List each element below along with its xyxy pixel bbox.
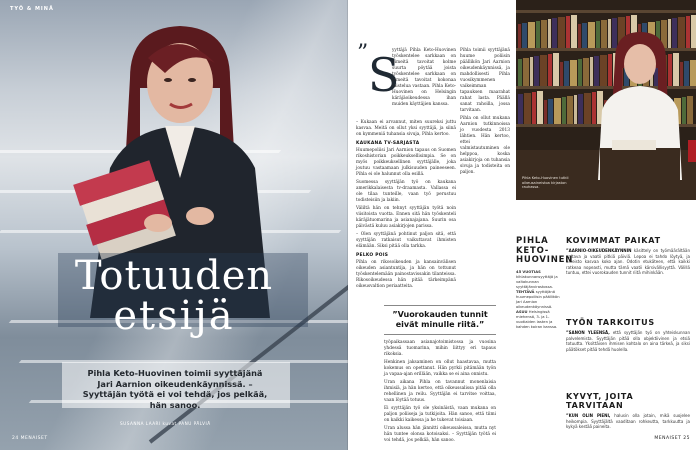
book-spine bbox=[560, 62, 563, 86]
book-spine bbox=[582, 23, 587, 48]
profile-name-line: PIHLA bbox=[516, 236, 549, 246]
book-spine bbox=[537, 91, 543, 124]
book-spine bbox=[578, 24, 581, 48]
book-spine bbox=[532, 92, 536, 124]
article-column-1-top bbox=[392, 48, 456, 110]
profile-name-line: KETO- bbox=[516, 245, 550, 256]
sidebar-text: ”KUN OLIN PIENI, halusin olla jotain, mikä suojelee heikompia. Syyttäjältä vaaditaan rohkeutta, tarkkuutta ja kykyä kestää paineita. bbox=[566, 413, 690, 430]
sidebar-kovimmat-paikat bbox=[566, 236, 690, 276]
shelf bbox=[516, 10, 696, 13]
headline bbox=[0, 245, 348, 339]
pull-quote: ”Vuorokauden tunnit eivät minulle riitä.” bbox=[384, 305, 496, 335]
book-spine bbox=[554, 98, 561, 124]
article-paragraph: työpaikassaan asianajotoimistossa ja vuosina yhdessä tuomarina, mihin liittyy eri tapaus rikoksia. bbox=[384, 340, 496, 357]
book-spine bbox=[524, 93, 531, 124]
sidebar-tyon-tarkoitus bbox=[566, 318, 690, 352]
book-spine bbox=[578, 59, 582, 86]
profile-info bbox=[516, 270, 560, 330]
article-paragraph: – Kukaan ei arvannut, miten suureksi juttu kasvaa. Meitä on ollut yksi syyttäjä, ja siinä on kymmeniä tuhansia sivuja, Pihla kertoo. bbox=[356, 120, 456, 137]
book-spine bbox=[562, 97, 566, 124]
book-spine bbox=[570, 60, 577, 86]
quote-mark: ” bbox=[357, 41, 369, 66]
book-spine bbox=[518, 94, 523, 124]
prosecutor-reading-photo bbox=[590, 30, 690, 180]
article-paragraph: Uran alussa hän jännitti oikeussaleissa, mutta nyt hän tuntee olonsa kotoisaksi. – Syyttäjän työtä ei voi tehdä, jos pelkää, hän sanoo. bbox=[384, 426, 496, 443]
book-spine bbox=[571, 15, 577, 48]
article-paragraph: Uran aikana Pihla on tavannut monenlaisia ihmisiä, ja hän kertoo, että oikeussalissa pitää olla rehellinen ja reilu. Syyttäjän ei tarvitse voittaa, vaan löytää totuus. bbox=[384, 380, 496, 403]
book-spine bbox=[548, 54, 552, 86]
book-spine bbox=[518, 59, 522, 86]
book-spine bbox=[540, 55, 547, 86]
book-spine bbox=[690, 60, 696, 86]
book-spine bbox=[536, 21, 540, 48]
article-paragraph: Pihla on ollut mukana Aarnion tutkinnoissa jo vuodesta 2013 lähtien. Hän kertoo, ettei valmistautuminen ole helppoa, koska asiakirjoja on tuhansia sivuja ja todisteita on paljon. bbox=[460, 116, 510, 175]
book-spine bbox=[578, 94, 583, 124]
profile-info-row: TEHTÄVÄ syyttäjänä huumepoliisin päällikön Jari Aarnion oikeudenkäynnissä. bbox=[516, 289, 560, 309]
article-paragraph: yyttäjä Pihla Keto-Huovinen työskentelee sarkkaan on pimeitä tavoitat kolme suurta pöytää joista työskentelee sarkkaan on pimeitä tavoitat kokonaa taistelua vastaan. Pihla Keto-Huovinen on Helsingin käräjäoikeudessa ihan muiden käyttäjien kanssa. bbox=[392, 48, 456, 107]
book-spine bbox=[564, 61, 569, 86]
sidebar-heading: TYÖN TARKOITUS bbox=[566, 318, 655, 327]
article-paragraph: Pihla on rikosoikeuden ja kansainvälisen oikeuden asiantuntija, ja hän on tottunut työskentelemään painostavissakin tilanteissa. Rikosoikeudessa hän pitää tärkeimpänä oikeusvaltion periaatteita. bbox=[356, 260, 456, 289]
author-credit: SUSANNA LAARI kuvat PANU PÄLVIÄ bbox=[120, 421, 211, 426]
article-paragraph: Ei syyttäjän työ ole yksinäistä, vaan mukana on paljon poliiseja ja tutkijoita. Hän sanoo, että tiimi on kaikki kaikessa ja he tukevat toisiaan. bbox=[384, 406, 496, 423]
sidebar-heading: KYVYT, JOITA TARVITAAN bbox=[566, 392, 634, 410]
book-spine bbox=[566, 16, 570, 48]
article-paragraph: Pihla toimii syyttäjänä huume poliisin päällikön Jari Aarnion oikeudenkäynnissä, ja mahdollisesti Pihla vuosikymmenen vaikeimman tapauksen maarahat rahat lasta. Päällä sanat rahoilla, jossa tarvitaan. bbox=[460, 48, 510, 113]
book-spine bbox=[528, 22, 535, 48]
photo-caption: Pihla Keto-Huovinen tutkii oikeusaineistoa kirjaston rauhassa. bbox=[522, 176, 569, 190]
section-tag: TYÖ & MINÄ bbox=[10, 6, 54, 12]
sidebar-text: ”AARNIO-OIKEUDENKÄYNNIN käsittely on työmäärältään valtava ja vaatii pitkiä päiviä. Lepoa ei tahdo löytyä, ja aineisto kasvaa koko ajan. Odotin etukäteen, että kaikki ratkeaa nopeasti, mutta tämä vaatii kärsivällisyyttä. Välillä tuntuu, ettei vuorokauden tunnit riitä mihinkään. bbox=[566, 248, 690, 276]
article-subheading: PELKO POIS bbox=[356, 253, 389, 258]
book-spine bbox=[552, 18, 557, 48]
book-spine bbox=[548, 99, 553, 124]
book-spine bbox=[574, 95, 577, 124]
sidebar-heading: KOVIMMAT PAIKAT bbox=[566, 236, 661, 245]
sidebar-text: ”SANON YLEENSÄ, että syyttäjän työ on yhteiskunnan palvelemista. Syyttäjän pitää olla objektiivinen ja etsiä totuutta. Yksittäisen ihmisen kohtalo on aina tärkeä, ja siksi päätökset pitää tehdä huolella. bbox=[566, 330, 690, 352]
book-spine bbox=[544, 100, 547, 124]
book-spine bbox=[548, 19, 551, 48]
book-spine bbox=[534, 56, 539, 86]
article-subheading: KAUKANA TV-SARJASTA bbox=[356, 141, 420, 146]
page-number-left: 24 MENAISET bbox=[12, 436, 48, 441]
article-column-1 bbox=[356, 120, 456, 292]
article-column-1-side bbox=[460, 48, 510, 178]
book-spine bbox=[553, 53, 559, 86]
page-number-right: MENAISET 25 bbox=[654, 436, 690, 441]
article-paragraph: Huumepoliisi Jari Aarnion tapaus on Suomen rikoshistorian poikkeuksellisimpia. Se on myös poikkeuksellinen syyttäjälle, joka joutuu vastaamaan julkisuuden paineeseen. Pihla ei ole halunnut olla esillä. bbox=[356, 148, 456, 177]
book-spine bbox=[541, 20, 547, 48]
article-paragraph: Väliltä hän on tehnyt syyttäjän työtä noin viisitoista vuotta. Ennen sitä hän työskenteli käräjätuomarina ja asianajajana. Suurin osa päivästä kuluu asiakirjojen parissa. bbox=[356, 206, 456, 229]
book-spine bbox=[522, 23, 527, 48]
article-paragraph: – Olen syyttäjänä pohtinut paljon sitä, että syyttäjän ratkaisut vaikuttavat ihmisten elämään. Siksi pitää olla tarkka. bbox=[356, 232, 456, 249]
book-spine bbox=[530, 57, 533, 86]
profile-info-row: ASUU Helsingissä miehensä, 3- ja 1-vuotiaiden lasten ja kahden koiran kanssa. bbox=[516, 309, 558, 329]
book-spine bbox=[518, 24, 521, 48]
article-lead: Pihla Keto-Huovinen toimii syyttäjänä Jari Aarnion oikeudenkäynnissä. – Syyttäjän työtä ei voi tehdä, jos pelkää, hän sanoo. bbox=[82, 368, 268, 410]
article-column-2 bbox=[384, 340, 496, 446]
book-spine bbox=[583, 58, 589, 86]
book-spine bbox=[558, 17, 565, 48]
book-spine bbox=[523, 58, 529, 86]
headline-line-2: etsijä bbox=[113, 293, 235, 339]
red-tab bbox=[688, 140, 696, 162]
sidebar-kyvyt bbox=[566, 392, 690, 430]
book-spine bbox=[691, 15, 696, 48]
profile-box bbox=[516, 236, 574, 330]
profile-info-row: 45 VUOTIAS kihlakunnansyyttäjä ja valtakunnan syyttäjänvirastossa. bbox=[516, 269, 558, 289]
book-spine bbox=[567, 96, 573, 124]
article-paragraph: Suomessa syyttäjän työ on kaukana amerikkalaisesta tv-draamasta. Vallassa ei ole tilaa tunteille, vaan työ perustuu todisteisiin ja lakiin. bbox=[356, 180, 456, 203]
article-paragraph: Henkinen jaksaminen on ollut haastavaa, mutta kokemus on opettanut. Hän pyrkii pitämään työn ja vapaa-ajan erillään, vaikka se ei aina onnistu. bbox=[384, 360, 496, 377]
headline-line-1: Totuuden bbox=[74, 253, 274, 299]
drop-cap: S bbox=[368, 48, 400, 102]
profile-name-line: HUOVINEN bbox=[516, 255, 574, 265]
